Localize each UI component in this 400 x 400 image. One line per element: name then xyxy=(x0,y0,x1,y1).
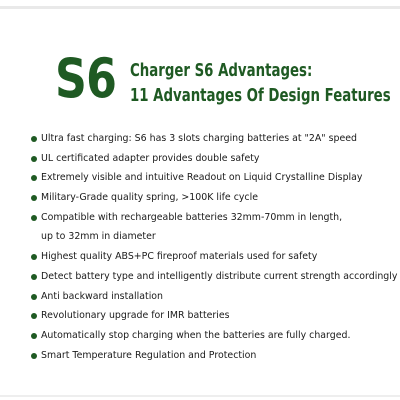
list-item: Highest quality ABS+PC fireproof materials used for safety xyxy=(31,247,399,267)
list-item: Extremely visible and intuitive Readout on Liquid Crystalline Display xyxy=(31,168,399,188)
bullet-icon xyxy=(31,294,37,300)
bullet-icon xyxy=(31,175,37,181)
header-line-1: Charger S6 Advantages: xyxy=(130,60,313,81)
bullet-icon xyxy=(31,215,37,221)
list-item: UL certificated adapter provides double safety xyxy=(31,149,399,169)
top-divider xyxy=(0,6,400,9)
header-line-2: 11 Advantages Of Design Features xyxy=(130,85,391,106)
bullet-icon xyxy=(31,313,37,319)
list-item: Compatible with rechargeable batteries 32mm-70mm in length, xyxy=(31,208,399,228)
list-item: Automatically stop charging when the batteries are fully charged. xyxy=(31,326,399,346)
list-item-continuation: up to 32mm in diameter xyxy=(41,231,156,243)
list-item: Anti backward installation xyxy=(31,287,399,307)
header-text xyxy=(130,58,391,108)
page-header xyxy=(55,47,395,114)
bullet-icon xyxy=(31,195,37,201)
bullet-icon xyxy=(31,156,37,162)
bottom-divider xyxy=(0,395,400,397)
bullet-icon xyxy=(31,136,37,142)
model-title: S6 xyxy=(55,47,117,110)
list-item: Smart Temperature Regulation and Protection xyxy=(31,346,399,366)
list-item: Revolutionary upgrade for IMR batteries xyxy=(31,306,399,326)
list-item: Military-Grade quality spring, >100K life cycle xyxy=(31,188,399,208)
bullet-icon xyxy=(31,353,37,359)
bullet-icon xyxy=(31,274,37,280)
list-item: Ultra fast charging: S6 has 3 slots charging batteries at "2A" speed xyxy=(31,129,399,149)
advantages-list xyxy=(31,129,399,365)
bullet-icon xyxy=(31,333,37,339)
list-item: Detect battery type and intelligently distribute current strength accordingly xyxy=(31,267,399,287)
bullet-icon xyxy=(31,254,37,260)
